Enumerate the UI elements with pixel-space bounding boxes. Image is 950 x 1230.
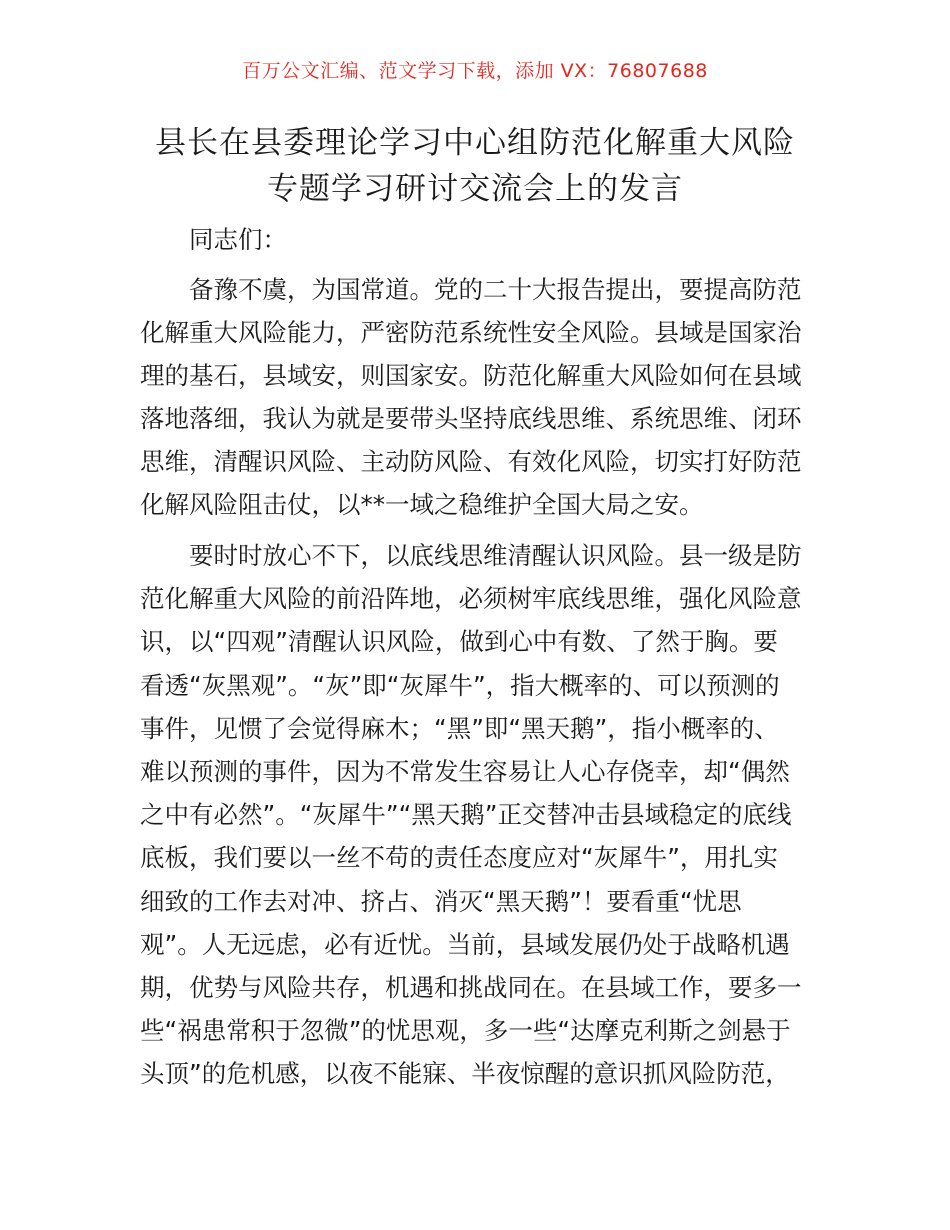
text-line: 观”。人无远虑，必有近忧。当前，县域发展仍处于战略机遇 <box>140 930 790 959</box>
text-line: 思维，清醒识风险、主动防风险、有效化风险，切实打好防范 <box>140 447 802 476</box>
text-line: 化解重大风险能力，严密防范系统性安全风险。县域是国家治 <box>140 318 802 347</box>
text-line: 难以预测的事件，因为不常发生容易让人心存侥幸，却“偶然 <box>140 757 790 786</box>
text-line: 看透“灰黑观”。“灰”即“灰犀牛”，指大概率的、可以预测的 <box>140 671 780 700</box>
text-line: 之中有必然”。“灰犀牛”“黑天鹅”正交替冲击县域稳定的底线 <box>140 800 792 829</box>
salutation: 同志们： <box>140 225 287 254</box>
text-line: 细致的工作去对冲、挤占、消灭“黑天鹅”！要看重“忧思 <box>140 887 742 916</box>
text-line: 底板，我们要以一丝不苟的责任态度应对“灰犀牛”，用扎实 <box>140 843 778 872</box>
text-line: 范化解重大风险的前沿阵地，必须树牢底线思维，强化风险意 <box>140 584 802 613</box>
text-line: 理的基石，县域安，则国家安。防范化解重大风险如何在县域 <box>140 361 802 390</box>
text-line: 要时时放心不下，以底线思维清醒认识风险。县一级是防 <box>140 541 802 570</box>
document-title-line-2: 专题学习研讨交流会上的发言 <box>267 171 683 207</box>
text-line: 备豫不虞，为国常道。党的二十大报告提出，要提高防范 <box>140 275 802 304</box>
text-line: 识，以“四观”清醒认识风险，做到心中有数、了然于胸。要 <box>140 627 778 656</box>
text-line: 期，优势与风险共存，机遇和挑战同在。在县域工作，要多一 <box>140 973 802 1002</box>
text-line: 些“祸患常积于忽微”的忧思观，多一些“达摩克利斯之剑悬于 <box>140 1016 791 1045</box>
text-line: 化解风险阻击仗，以**一域之稳维护全国大局之安。 <box>140 490 704 519</box>
header-watermark-note: 百万公文汇编、范文学习下载，添加 VX：76807688 <box>242 60 708 82</box>
text-line: 落地落细，我认为就是要带头坚持底线思维、系统思维、闭环 <box>140 404 802 433</box>
document-title-line-1: 县长在县委理论学习中心组防范化解重大风险 <box>155 125 795 161</box>
text-line: 头顶”的危机感，以夜不能寐、半夜惊醒的意识抓风险防范， <box>140 1059 790 1088</box>
text-line: 事件，见惯了会觉得麻木；“黑”即“黑天鹅”，指小概率的、 <box>140 714 779 743</box>
